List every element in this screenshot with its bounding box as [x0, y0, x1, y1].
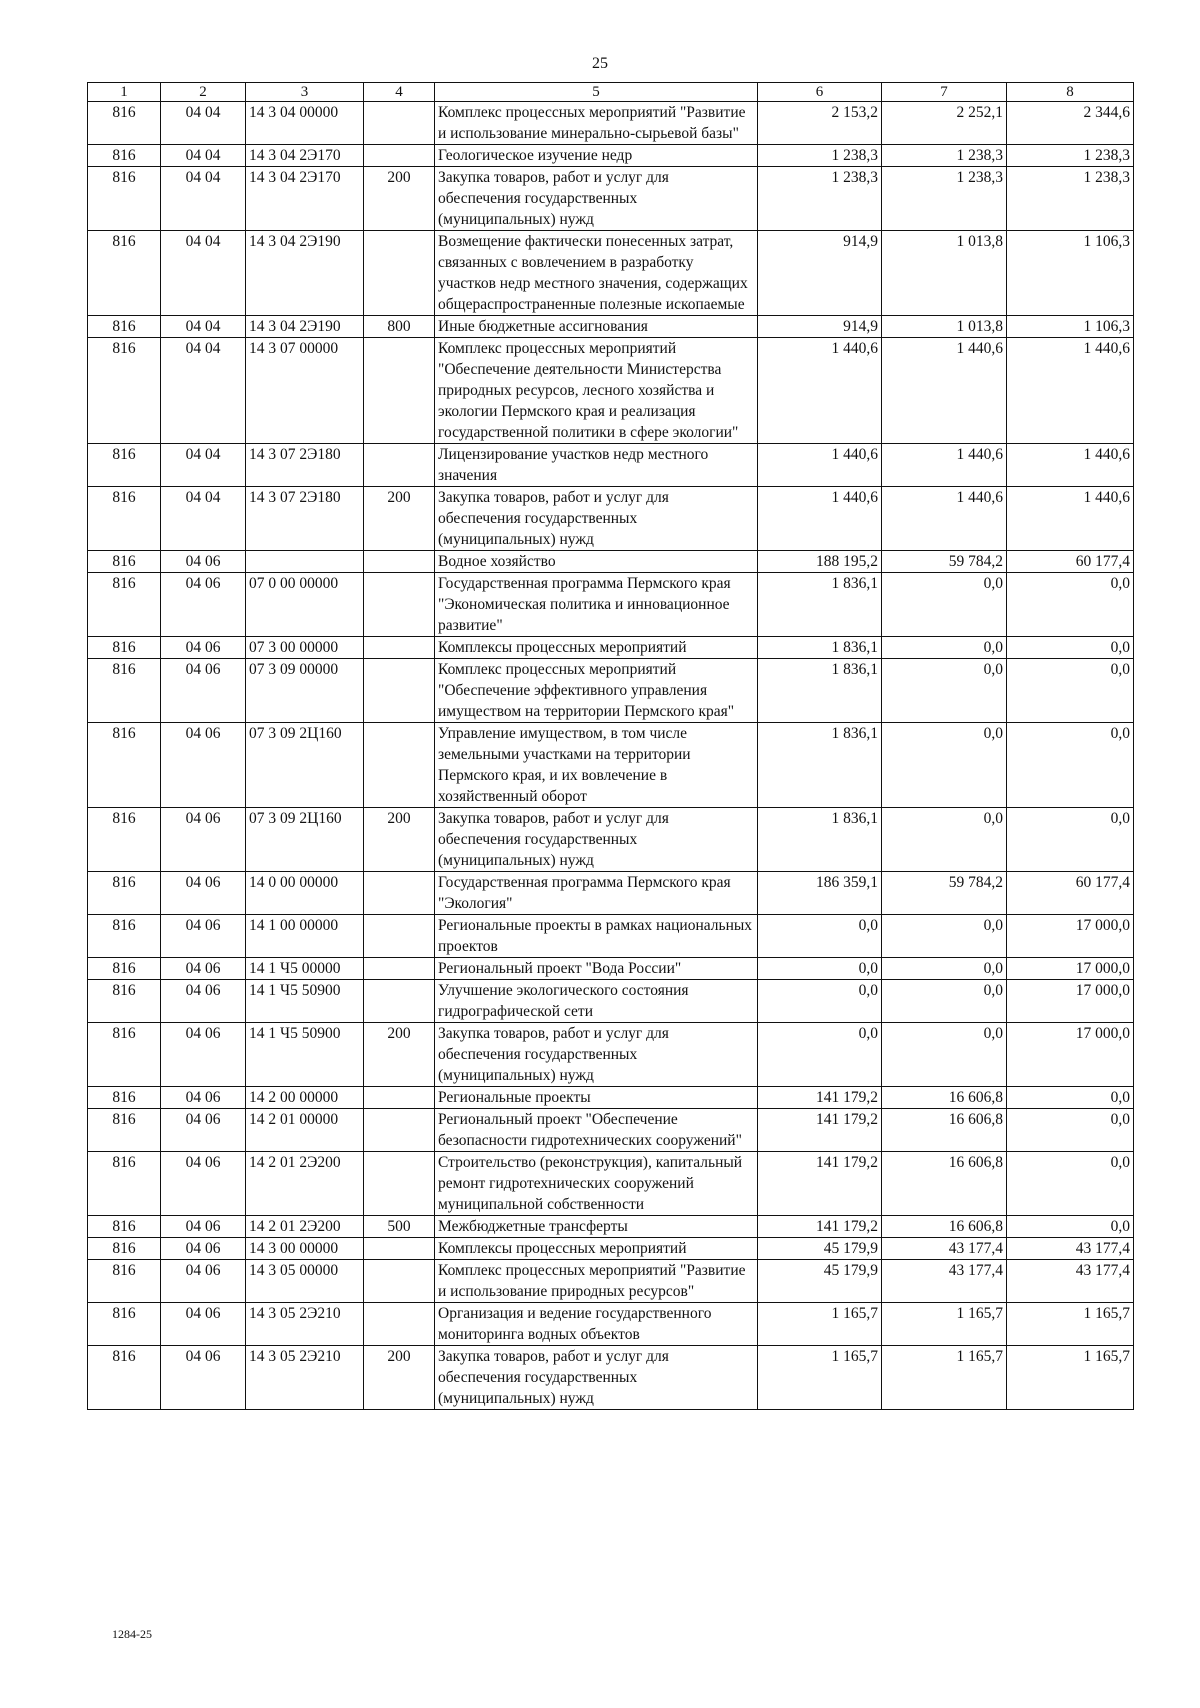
cell-amount-col7: 0,0 [882, 1023, 1007, 1087]
cell-target-article: 14 3 04 2Э190 [246, 231, 364, 316]
cell-amount-col6: 188 195,2 [758, 551, 882, 573]
table-row [88, 573, 1134, 637]
cell-amount-col8: 1 238,3 [1007, 167, 1134, 231]
cell-section-code: 04 06 [161, 1023, 246, 1087]
cell-target-article: 07 0 00 00000 [246, 573, 364, 637]
cell-section-code: 04 06 [161, 1346, 246, 1410]
cell-amount-col8: 17 000,0 [1007, 915, 1134, 958]
table-row [88, 1152, 1134, 1216]
cell-amount-col8: 0,0 [1007, 723, 1134, 808]
cell-expense-type [364, 958, 435, 980]
cell-description: Комплекс процессных мероприятий "Развитие и использование минерально-сырьевой базы" [435, 102, 758, 145]
cell-amount-col8: 1 165,7 [1007, 1303, 1134, 1346]
cell-description: Возмещение фактически понесенных затрат, связанных с вовлечением в разработку участков недр местного значения, содержащих общераспространенные полезные ископаемые [435, 231, 758, 316]
cell-target-article: 14 2 01 2Э200 [246, 1216, 364, 1238]
table-row [88, 808, 1134, 872]
cell-amount-col6: 1 440,6 [758, 338, 882, 444]
cell-admin-code: 816 [88, 723, 161, 808]
cell-amount-col7: 1 440,6 [882, 338, 1007, 444]
table-row [88, 1087, 1134, 1109]
cell-admin-code: 816 [88, 1238, 161, 1260]
cell-description: Управление имуществом, в том числе земельными участками на территории Пермского края, и их вовлечение в хозяйственный оборот [435, 723, 758, 808]
column-header: 6 [758, 83, 882, 102]
cell-description: Государственная программа Пермского края "Экономическая политика и инновационное развитие" [435, 573, 758, 637]
cell-description: Строительство (реконструкция), капитальный ремонт гидротехнических сооружений муниципальной собственности [435, 1152, 758, 1216]
cell-admin-code: 816 [88, 915, 161, 958]
cell-admin-code: 816 [88, 231, 161, 316]
cell-section-code: 04 06 [161, 808, 246, 872]
table-row [88, 872, 1134, 915]
cell-section-code: 04 06 [161, 1303, 246, 1346]
cell-amount-col6: 1 440,6 [758, 487, 882, 551]
cell-amount-col8: 43 177,4 [1007, 1238, 1134, 1260]
cell-target-article: 14 3 05 2Э210 [246, 1303, 364, 1346]
cell-description: Геологическое изучение недр [435, 145, 758, 167]
cell-amount-col8: 0,0 [1007, 1109, 1134, 1152]
cell-description: Иные бюджетные ассигнования [435, 316, 758, 338]
cell-target-article: 14 3 07 2Э180 [246, 487, 364, 551]
cell-section-code: 04 06 [161, 637, 246, 659]
table-row [88, 915, 1134, 958]
cell-expense-type [364, 872, 435, 915]
cell-expense-type [364, 915, 435, 958]
cell-amount-col8: 17 000,0 [1007, 1023, 1134, 1087]
cell-amount-col7: 43 177,4 [882, 1238, 1007, 1260]
cell-description: Организация и ведение государственного мониторинга водных объектов [435, 1303, 758, 1346]
cell-amount-col6: 141 179,2 [758, 1087, 882, 1109]
cell-target-article: 14 3 04 2Э170 [246, 167, 364, 231]
cell-description: Региональные проекты [435, 1087, 758, 1109]
table-row [88, 167, 1134, 231]
cell-expense-type [364, 1303, 435, 1346]
cell-section-code: 04 04 [161, 167, 246, 231]
cell-amount-col6: 2 153,2 [758, 102, 882, 145]
cell-description: Комплексы процессных мероприятий [435, 637, 758, 659]
cell-amount-col7: 16 606,8 [882, 1216, 1007, 1238]
cell-section-code: 04 06 [161, 980, 246, 1023]
cell-amount-col6: 914,9 [758, 316, 882, 338]
cell-section-code: 04 06 [161, 872, 246, 915]
cell-amount-col6: 1 238,3 [758, 167, 882, 231]
cell-amount-col6: 141 179,2 [758, 1109, 882, 1152]
cell-amount-col8: 1 440,6 [1007, 444, 1134, 487]
cell-expense-type [364, 573, 435, 637]
cell-amount-col8: 17 000,0 [1007, 958, 1134, 980]
table-row [88, 1216, 1134, 1238]
cell-amount-col6: 0,0 [758, 980, 882, 1023]
cell-target-article: 14 2 00 00000 [246, 1087, 364, 1109]
cell-amount-col8: 2 344,6 [1007, 102, 1134, 145]
cell-admin-code: 816 [88, 1087, 161, 1109]
cell-expense-type [364, 723, 435, 808]
cell-description: Водное хозяйство [435, 551, 758, 573]
cell-description: Комплексы процессных мероприятий [435, 1238, 758, 1260]
cell-description: Улучшение экологического состояния гидрографической сети [435, 980, 758, 1023]
cell-amount-col8: 1 238,3 [1007, 145, 1134, 167]
cell-target-article: 14 3 05 2Э210 [246, 1346, 364, 1410]
cell-amount-col8: 0,0 [1007, 1087, 1134, 1109]
cell-section-code: 04 04 [161, 487, 246, 551]
cell-amount-col6: 45 179,9 [758, 1238, 882, 1260]
cell-expense-type [364, 1109, 435, 1152]
cell-amount-col8: 1 106,3 [1007, 231, 1134, 316]
cell-amount-col7: 1 440,6 [882, 487, 1007, 551]
cell-amount-col8: 0,0 [1007, 637, 1134, 659]
cell-expense-type [364, 444, 435, 487]
cell-target-article: 07 3 09 2Ц160 [246, 723, 364, 808]
cell-amount-col8: 0,0 [1007, 808, 1134, 872]
budget-table [87, 82, 1134, 1410]
cell-amount-col6: 0,0 [758, 1023, 882, 1087]
cell-admin-code: 816 [88, 573, 161, 637]
cell-admin-code: 816 [88, 808, 161, 872]
cell-expense-type [364, 637, 435, 659]
cell-expense-type [364, 1087, 435, 1109]
cell-amount-col8: 0,0 [1007, 573, 1134, 637]
cell-expense-type: 200 [364, 167, 435, 231]
cell-amount-col7: 0,0 [882, 980, 1007, 1023]
cell-amount-col7: 1 013,8 [882, 231, 1007, 316]
column-header: 8 [1007, 83, 1134, 102]
cell-section-code: 04 06 [161, 1152, 246, 1216]
table-row [88, 102, 1134, 145]
cell-amount-col7: 0,0 [882, 915, 1007, 958]
cell-target-article: 14 3 07 2Э180 [246, 444, 364, 487]
cell-expense-type [364, 102, 435, 145]
cell-amount-col6: 141 179,2 [758, 1152, 882, 1216]
cell-admin-code: 816 [88, 316, 161, 338]
cell-section-code: 04 06 [161, 1087, 246, 1109]
cell-description: Государственная программа Пермского края "Экология" [435, 872, 758, 915]
cell-admin-code: 816 [88, 1216, 161, 1238]
column-header: 7 [882, 83, 1007, 102]
cell-amount-col7: 0,0 [882, 659, 1007, 723]
cell-target-article: 14 3 05 00000 [246, 1260, 364, 1303]
cell-target-article: 14 3 04 2Э190 [246, 316, 364, 338]
cell-target-article: 14 3 04 00000 [246, 102, 364, 145]
table-row [88, 1023, 1134, 1087]
cell-section-code: 04 06 [161, 659, 246, 723]
table-row [88, 551, 1134, 573]
cell-amount-col7: 0,0 [882, 637, 1007, 659]
cell-section-code: 04 04 [161, 316, 246, 338]
table-row [88, 444, 1134, 487]
cell-amount-col6: 914,9 [758, 231, 882, 316]
cell-description: Закупка товаров, работ и услуг для обеспечения государственных (муниципальных) нужд [435, 167, 758, 231]
cell-expense-type [364, 980, 435, 1023]
column-header: 3 [246, 83, 364, 102]
cell-amount-col7: 59 784,2 [882, 551, 1007, 573]
table-row [88, 1238, 1134, 1260]
cell-amount-col8: 60 177,4 [1007, 872, 1134, 915]
table-row [88, 958, 1134, 980]
cell-amount-col7: 0,0 [882, 808, 1007, 872]
cell-amount-col8: 1 440,6 [1007, 338, 1134, 444]
cell-amount-col7: 1 165,7 [882, 1346, 1007, 1410]
cell-section-code: 04 06 [161, 573, 246, 637]
cell-admin-code: 816 [88, 444, 161, 487]
cell-amount-col7: 16 606,8 [882, 1152, 1007, 1216]
cell-amount-col6: 1 836,1 [758, 637, 882, 659]
cell-admin-code: 816 [88, 338, 161, 444]
cell-admin-code: 816 [88, 1152, 161, 1216]
cell-amount-col7: 0,0 [882, 723, 1007, 808]
cell-section-code: 04 06 [161, 1216, 246, 1238]
cell-admin-code: 816 [88, 872, 161, 915]
cell-amount-col6: 1 165,7 [758, 1303, 882, 1346]
cell-target-article: 14 3 04 2Э170 [246, 145, 364, 167]
cell-section-code: 04 04 [161, 338, 246, 444]
cell-expense-type [364, 659, 435, 723]
column-header: 1 [88, 83, 161, 102]
cell-amount-col7: 1 238,3 [882, 167, 1007, 231]
table-body [88, 102, 1134, 1410]
cell-amount-col6: 186 359,1 [758, 872, 882, 915]
cell-admin-code: 816 [88, 1260, 161, 1303]
cell-description: Комплекс процессных мероприятий "Обеспечение деятельности Министерства природных ресурсов, лесного хозяйства и экологии Пермского края и реализация государственной политики в сфере экологии" [435, 338, 758, 444]
cell-amount-col6: 1 836,1 [758, 808, 882, 872]
cell-amount-col7: 16 606,8 [882, 1109, 1007, 1152]
cell-description: Региональный проект "Обеспечение безопасности гидротехнических сооружений" [435, 1109, 758, 1152]
cell-amount-col6: 1 165,7 [758, 1346, 882, 1410]
cell-amount-col7: 0,0 [882, 958, 1007, 980]
cell-target-article: 07 3 00 00000 [246, 637, 364, 659]
cell-amount-col8: 60 177,4 [1007, 551, 1134, 573]
table-row [88, 1346, 1134, 1410]
cell-amount-col7: 1 440,6 [882, 444, 1007, 487]
cell-amount-col6: 1 440,6 [758, 444, 882, 487]
cell-target-article: 14 1 Ч5 00000 [246, 958, 364, 980]
table-row [88, 723, 1134, 808]
cell-amount-col6: 0,0 [758, 958, 882, 980]
cell-section-code: 04 04 [161, 102, 246, 145]
cell-amount-col6: 1 836,1 [758, 723, 882, 808]
cell-section-code: 04 06 [161, 1238, 246, 1260]
cell-description: Закупка товаров, работ и услуг для обеспечения государственных (муниципальных) нужд [435, 808, 758, 872]
cell-amount-col6: 1 836,1 [758, 573, 882, 637]
cell-admin-code: 816 [88, 102, 161, 145]
cell-admin-code: 816 [88, 637, 161, 659]
table-row [88, 487, 1134, 551]
page-number: 25 [592, 55, 608, 72]
cell-amount-col6: 141 179,2 [758, 1216, 882, 1238]
cell-expense-type: 200 [364, 487, 435, 551]
cell-expense-type: 500 [364, 1216, 435, 1238]
cell-admin-code: 816 [88, 659, 161, 723]
cell-admin-code: 816 [88, 145, 161, 167]
cell-target-article: 14 2 01 00000 [246, 1109, 364, 1152]
table-row [88, 1303, 1134, 1346]
cell-section-code: 04 06 [161, 958, 246, 980]
cell-section-code: 04 06 [161, 1260, 246, 1303]
table-row [88, 231, 1134, 316]
cell-amount-col8: 0,0 [1007, 659, 1134, 723]
cell-target-article: 14 1 00 00000 [246, 915, 364, 958]
cell-section-code: 04 06 [161, 551, 246, 573]
cell-target-article: 14 3 00 00000 [246, 1238, 364, 1260]
table-row [88, 338, 1134, 444]
cell-description: Региональный проект "Вода России" [435, 958, 758, 980]
cell-amount-col8: 0,0 [1007, 1216, 1134, 1238]
cell-expense-type: 200 [364, 1023, 435, 1087]
column-header: 4 [364, 83, 435, 102]
cell-description: Закупка товаров, работ и услуг для обеспечения государственных (муниципальных) нужд [435, 1346, 758, 1410]
table-row [88, 316, 1134, 338]
cell-amount-col7: 59 784,2 [882, 872, 1007, 915]
cell-amount-col7: 16 606,8 [882, 1087, 1007, 1109]
cell-target-article: 14 1 Ч5 50900 [246, 1023, 364, 1087]
cell-target-article: 07 3 09 2Ц160 [246, 808, 364, 872]
cell-description: Лицензирование участков недр местного значения [435, 444, 758, 487]
cell-description: Закупка товаров, работ и услуг для обеспечения государственных (муниципальных) нужд [435, 487, 758, 551]
cell-amount-col8: 1 440,6 [1007, 487, 1134, 551]
cell-description: Комплекс процессных мероприятий "Обеспечение эффективного управления имуществом на территории Пермского края" [435, 659, 758, 723]
cell-amount-col7: 1 165,7 [882, 1303, 1007, 1346]
cell-expense-type [364, 145, 435, 167]
cell-amount-col7: 1 013,8 [882, 316, 1007, 338]
cell-admin-code: 816 [88, 167, 161, 231]
cell-amount-col7: 0,0 [882, 573, 1007, 637]
table-row [88, 1260, 1134, 1303]
cell-amount-col8: 1 106,3 [1007, 316, 1134, 338]
cell-amount-col7: 2 252,1 [882, 102, 1007, 145]
cell-admin-code: 816 [88, 1023, 161, 1087]
cell-target-article: 14 0 00 00000 [246, 872, 364, 915]
cell-expense-type: 800 [364, 316, 435, 338]
cell-target-article: 14 3 07 00000 [246, 338, 364, 444]
table-row [88, 659, 1134, 723]
cell-amount-col6: 0,0 [758, 915, 882, 958]
cell-target-article [246, 551, 364, 573]
cell-expense-type [364, 1238, 435, 1260]
cell-section-code: 04 06 [161, 915, 246, 958]
cell-section-code: 04 04 [161, 231, 246, 316]
cell-amount-col8: 17 000,0 [1007, 980, 1134, 1023]
cell-admin-code: 816 [88, 1303, 161, 1346]
cell-target-article: 14 2 01 2Э200 [246, 1152, 364, 1216]
column-header: 2 [161, 83, 246, 102]
cell-admin-code: 816 [88, 980, 161, 1023]
cell-expense-type [364, 1260, 435, 1303]
cell-section-code: 04 04 [161, 444, 246, 487]
cell-description: Региональные проекты в рамках национальных проектов [435, 915, 758, 958]
cell-admin-code: 816 [88, 487, 161, 551]
cell-section-code: 04 04 [161, 145, 246, 167]
table-row [88, 145, 1134, 167]
cell-expense-type [364, 338, 435, 444]
document-code: 1284-25 [112, 1627, 152, 1641]
cell-amount-col8: 1 165,7 [1007, 1346, 1134, 1410]
cell-amount-col8: 0,0 [1007, 1152, 1134, 1216]
cell-amount-col7: 43 177,4 [882, 1260, 1007, 1303]
table-row [88, 637, 1134, 659]
cell-section-code: 04 06 [161, 1109, 246, 1152]
cell-section-code: 04 06 [161, 723, 246, 808]
cell-amount-col6: 1 836,1 [758, 659, 882, 723]
cell-admin-code: 816 [88, 1109, 161, 1152]
cell-target-article: 07 3 09 00000 [246, 659, 364, 723]
cell-expense-type [364, 551, 435, 573]
cell-description: Межбюджетные трансферты [435, 1216, 758, 1238]
table-row [88, 1109, 1134, 1152]
table-header-row [88, 83, 1134, 102]
cell-target-article: 14 1 Ч5 50900 [246, 980, 364, 1023]
cell-admin-code: 816 [88, 958, 161, 980]
cell-description: Комплекс процессных мероприятий "Развитие и использование природных ресурсов" [435, 1260, 758, 1303]
cell-expense-type: 200 [364, 1346, 435, 1410]
cell-description: Закупка товаров, работ и услуг для обеспечения государственных (муниципальных) нужд [435, 1023, 758, 1087]
cell-expense-type [364, 1152, 435, 1216]
cell-amount-col7: 1 238,3 [882, 145, 1007, 167]
table-row [88, 980, 1134, 1023]
cell-admin-code: 816 [88, 551, 161, 573]
column-header: 5 [435, 83, 758, 102]
cell-amount-col6: 1 238,3 [758, 145, 882, 167]
cell-amount-col8: 43 177,4 [1007, 1260, 1134, 1303]
cell-admin-code: 816 [88, 1346, 161, 1410]
cell-expense-type [364, 231, 435, 316]
cell-amount-col6: 45 179,9 [758, 1260, 882, 1303]
cell-expense-type: 200 [364, 808, 435, 872]
